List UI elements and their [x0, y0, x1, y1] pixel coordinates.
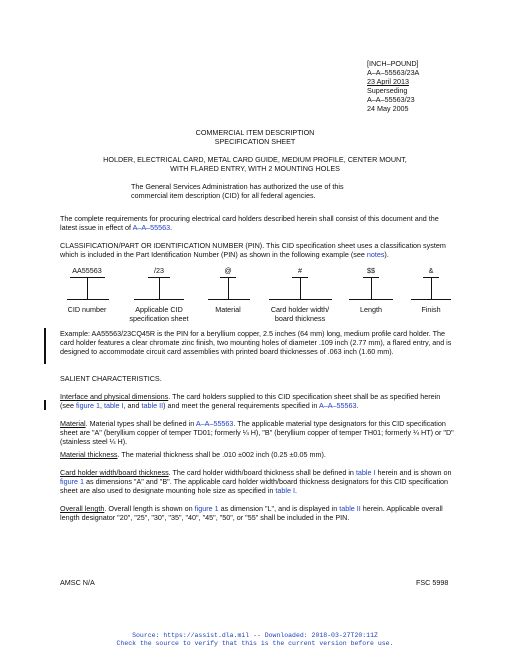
pin-label-finish-line1: Finish — [421, 305, 441, 314]
width-text-2: herein and is shown on — [375, 468, 452, 477]
pin-label-material — [188, 305, 268, 314]
pin-label-finish — [391, 305, 471, 314]
classification-end: ). — [384, 250, 389, 259]
pin-code-finish: & — [428, 266, 434, 275]
material-spec-link[interactable]: A–A–55563 — [195, 419, 234, 428]
title-line-2: SPECIFICATION SHEET — [214, 137, 296, 146]
doc-date-line: 23 April 2013 — [367, 77, 409, 86]
width-figure-1-link[interactable]: figure 1 — [60, 477, 84, 486]
superseded-number-line: A–A–55563/23 — [367, 95, 415, 104]
table-ii-link[interactable]: table II — [141, 401, 164, 410]
superseding-line: Superseding — [367, 86, 408, 95]
material-paragraph — [60, 419, 455, 446]
overall-length-heading: Overall length — [60, 504, 105, 513]
table-i-link[interactable]: table I — [103, 401, 124, 410]
pin-label-width-line2: board thickness — [274, 314, 326, 323]
interface-text-3: , and — [123, 401, 142, 410]
amsc-marking: AMSC N/A — [60, 578, 95, 587]
overall-text-3: herein. Applicable overall length designator "20", "25", "30", "35", "40", "45", "50", or "55" shall be included in the PIN. — [60, 504, 443, 522]
pin-connector-material — [228, 277, 229, 299]
pin-baseline-length — [349, 299, 393, 300]
subtitle-line-1: HOLDER, ELECTRICAL CARD, METAL CARD GUIDE, MEDIUM PROFILE, CENTER MOUNT, — [103, 155, 407, 164]
width-text-3: as dimensions "A" and "B". The applicable card holder width/board thickness designators for this CID specification sheet are also used to designate mounting hole size as specified in — [60, 477, 449, 495]
intro-paragraph — [60, 214, 455, 232]
overall-text-1: . Overall length is shown on — [104, 504, 195, 513]
width-paragraph — [60, 468, 455, 495]
interface-text-1: . The card holders supplied to this CID specification sheet shall be as specified herein (see — [60, 392, 441, 410]
superseded-date-line: 24 May 2005 — [367, 104, 409, 113]
pin-label-cid — [47, 305, 127, 314]
revision-bar-interface — [44, 400, 46, 410]
width-table-i-link-2[interactable]: table I — [275, 486, 295, 495]
authorization-line-2: commercial item description (CID) for all federal agencies. — [131, 191, 316, 200]
doc-type-line: [INCH–POUND] — [367, 59, 419, 68]
pin-baseline-material — [208, 299, 250, 300]
notes-link[interactable]: notes — [366, 250, 385, 259]
width-text-1: . The card holder width/board thickness shall be defined in — [168, 468, 356, 477]
overall-length-paragraph — [60, 504, 455, 522]
pin-connector-length — [371, 277, 372, 299]
classification-paragraph — [60, 241, 455, 259]
interface-text-2: , — [99, 401, 104, 410]
figure-1-link[interactable]: figure 1 — [75, 401, 100, 410]
pin-code-sheet: /23 — [154, 266, 164, 275]
intro-spec-link[interactable]: A–A–55563 — [132, 223, 171, 232]
document-identifier-block — [367, 59, 467, 113]
document-title — [0, 128, 510, 146]
pin-connector-sheet — [159, 277, 160, 299]
pin-baseline-finish — [411, 299, 451, 300]
pin-baseline-cid — [67, 299, 109, 300]
pin-connector-width — [300, 277, 301, 299]
authorization-line-1: The General Services Administration has authorized the use of this — [131, 182, 344, 191]
source-footer-line-1[interactable]: Source: https://assist.dla.mil -- Downloaded: 2018-03-27T20:11Z — [132, 632, 378, 639]
interface-heading: Interface and physical dimensions — [60, 392, 169, 401]
interface-text-5: . — [356, 401, 359, 410]
doc-number-line: A–A–55563/23A — [367, 68, 420, 77]
pin-label-material-line1: Material — [215, 305, 241, 314]
revision-bar-example — [44, 328, 46, 364]
pin-baseline-width — [269, 299, 332, 300]
pin-label-width — [260, 305, 340, 323]
thickness-heading: Material thickness — [60, 450, 118, 459]
title-line-1: COMMERCIAL ITEM DESCRIPTION — [195, 128, 315, 137]
subtitle-line-2: WITH FLARED ENTRY, WITH 2 MOUNTING HOLES — [170, 164, 340, 173]
pin-code-width: # — [298, 266, 302, 275]
width-text-4: . — [294, 486, 297, 495]
example-paragraph: Example: AA55563/23CQ45R is the PIN for a beryllium copper, 2.5 inches (64 mm) long, medium profile card holder. The card holder features a clear chromate zinc finish, two mounting holes of diameter .109 inch (2.77 mm), a flared entry, and is designed to accommodate circuit card assemblies with printed board thicknesses of .063 inch (1.60 mm). — [60, 329, 452, 356]
pin-label-sheet-line1: Applicable CID — [135, 305, 183, 314]
overall-table-ii-link[interactable]: table II — [339, 504, 361, 513]
thickness-paragraph — [60, 450, 455, 459]
overall-text-2: as dimension "L", and is displayed in — [218, 504, 340, 513]
pin-code-material: @ — [224, 266, 232, 275]
thickness-text: . The material thickness shall be .010 ±002 inch (0.25 ±0.05 mm). — [117, 450, 326, 459]
pin-label-sheet — [119, 305, 199, 323]
pin-label-cid-line1: CID number — [67, 305, 107, 314]
source-footer-line-2: Check the source to verify that this is the current version before use. — [116, 640, 394, 647]
pin-code-cid: AA55563 — [72, 266, 102, 275]
classification-text: CLASSIFICATION/PART OR IDENTIFICATION NUMBER (PIN). This CID specification sheet uses a classification system which is included in the Part Identification Number (PIN) as shown in the following example (see — [60, 241, 446, 259]
pin-connector-cid — [87, 277, 88, 299]
interface-text-4: ) and meet the general requirements specified in — [163, 401, 319, 410]
width-table-i-link[interactable]: table I — [355, 468, 376, 477]
overall-figure-1-link[interactable]: figure 1 — [194, 504, 219, 513]
pin-baseline-sheet — [134, 299, 184, 300]
document-subtitle — [0, 155, 510, 173]
salient-heading: SALIENT CHARACTERISTICS. — [60, 374, 162, 383]
interface-paragraph — [60, 392, 455, 410]
intro-end: . — [170, 223, 173, 232]
source-footer — [0, 632, 510, 648]
material-text-2: . The applicable material type designators for this CID specification sheet are "A" (beryllium copper of temper TD01; formerly ¼ H), "B" (beryllium copper of temper TH01; formerly ¼ HT) or "D" (stainless steel ¼ H). — [60, 419, 454, 446]
pin-label-length-line1: Length — [360, 305, 382, 314]
material-text-1: . Material types shall be defined in — [85, 419, 196, 428]
material-heading: Material — [60, 419, 86, 428]
authorization-statement — [131, 182, 431, 200]
intro-text: The complete requirements for procuring electrical card holders described herein shall consist of this document and the latest issue in effect of — [60, 214, 439, 232]
width-heading: Card holder width/board thickness — [60, 468, 169, 477]
interface-spec-link[interactable]: A–A–55563 — [318, 401, 357, 410]
pin-code-length: $$ — [367, 266, 375, 275]
fsc-marking: FSC 5998 — [416, 578, 449, 587]
pin-label-sheet-line2: specification sheet — [129, 314, 189, 323]
pin-connector-finish — [431, 277, 432, 299]
pin-label-width-line1: Card holder width/ — [270, 305, 330, 314]
